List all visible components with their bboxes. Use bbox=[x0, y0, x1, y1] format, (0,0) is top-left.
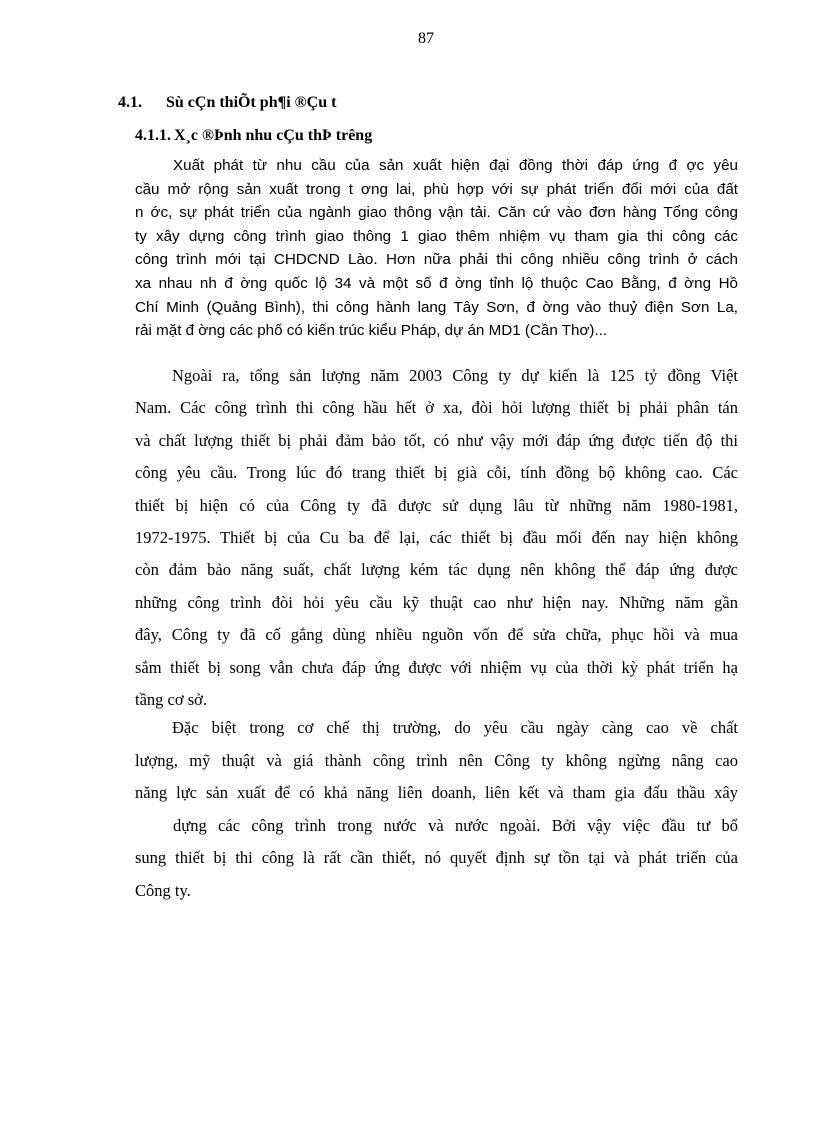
paragraph-1 bbox=[135, 154, 738, 343]
paragraph-line: dựng các công trình trong nước và nước ngoài. Bởi vậy việc đầu tư bổ bbox=[173, 815, 738, 835]
section-title: Sù cÇn thiÕt ph¶i ®Çu t bbox=[166, 94, 337, 111]
paragraph-line: và chất lượng thiết bị phải đảm bảo tốt, có như vậy mới đáp ứng được tiến độ thi bbox=[135, 430, 738, 450]
subsection-number: 4.1.1. bbox=[135, 127, 171, 144]
paragraph-line: tầng cơ sở. bbox=[135, 690, 207, 710]
paragraph-line: thiết bị hiện có của Công ty đã được sử dụng lâu từ những năm 1980-1981, bbox=[135, 495, 738, 515]
paragraph-line: còn đảm bảo năng suất, chất lượng kém tác dụng nên không thể đáp ứng được bbox=[135, 560, 738, 580]
paragraph-line: n ớc, sự phát triển của ngành giao thông vận tải. Căn cứ vào đơn hàng Tổng công bbox=[135, 204, 738, 222]
paragraph-line: Nam. Các công trình thi công hầu hết ở xa, đòi hỏi lượng thiết bị phải phân tán bbox=[135, 398, 738, 418]
section-number: 4.1. bbox=[118, 94, 142, 111]
paragraph-line: cầu mở rộng sản xuất trong t ơng lai, phù hợp với sự phát triển đổi mới của đất bbox=[135, 180, 738, 198]
paragraph-line: sắm thiết bị song vẫn chưa đáp ứng được với nhiệm vụ của thời kỳ phát triển hạ bbox=[135, 657, 738, 677]
paragraph-line: ty xây dựng công trình giao thông 1 giao thêm nhiệm vụ tham gia thi công các bbox=[135, 227, 738, 245]
paragraph-line: Ngoài ra, tổng sản lượng năm 2003 Công ty dự kiến là 125 tỷ đồng Việt bbox=[172, 366, 738, 385]
paragraph-line: công yêu cầu. Trong lúc đó trang thiết bị già cỗi, tính đồng bộ không cao. Các bbox=[135, 463, 738, 483]
paragraph-line: những công trình đòi hỏi yêu cầu kỹ thuật cao như hiện nay. Những năm gần bbox=[135, 592, 738, 612]
subsection-heading bbox=[135, 127, 372, 145]
paragraph-line: Công ty. bbox=[135, 880, 191, 900]
paragraph-line: đây, Công ty đã cố gắng dùng nhiều nguồn vốn để sửa chữa, phục hồi và mua bbox=[135, 625, 738, 645]
paragraph-line: năng lực sản xuất để có khả năng liên doanh, liên kết và tham gia đấu thầu xây bbox=[135, 783, 738, 803]
section-heading bbox=[118, 94, 336, 112]
paragraph-line: lượng, mỹ thuật và giá thành công trình nên Công ty không ngừng nâng cao bbox=[135, 750, 738, 770]
paragraph-line: sung thiết bị thi công là rất cần thiết, nó quyết định sự tồn tại và phát triển của bbox=[135, 848, 738, 868]
paragraph-line: Xuất phát từ nhu cầu của sản xuất hiện đại đồng thời đáp ứng đ ợc yêu bbox=[173, 157, 738, 174]
page-number: 87 bbox=[418, 30, 434, 47]
paragraph-line: rải mặt đ ờng các phố có kiến trúc kiểu Pháp, dự án MD1 (Cần Thơ)... bbox=[135, 322, 608, 340]
paragraph-line: 1972-1975. Thiết bị của Cu ba để lại, các thiết bị đầu mối đến nay hiện không bbox=[135, 528, 738, 548]
paragraph-line: công trình mới tại CHDCND Lào. Hơn nữa phải thi công nhiều công trình ở cách bbox=[135, 251, 738, 269]
paragraph-line: Chí Minh (Quảng Bình), thi công hành lang Tây Sơn, đ ờng vào thuỷ điện Sơn La, bbox=[135, 298, 738, 316]
paragraph-2 bbox=[135, 360, 738, 716]
paragraph-3 bbox=[135, 712, 738, 908]
subsection-title: X¸c ®Þnh nhu cÇu thÞ trêng bbox=[174, 127, 373, 144]
paragraph-line: Đặc biệt trong cơ chế thị trường, do yêu cầu ngày càng cao về chất bbox=[172, 718, 738, 737]
paragraph-line: xa nhau nh đ ờng quốc lộ 34 và một số đ ờng tỉnh lộ thuộc Cao Bằng, đ ờng Hồ bbox=[135, 274, 738, 292]
